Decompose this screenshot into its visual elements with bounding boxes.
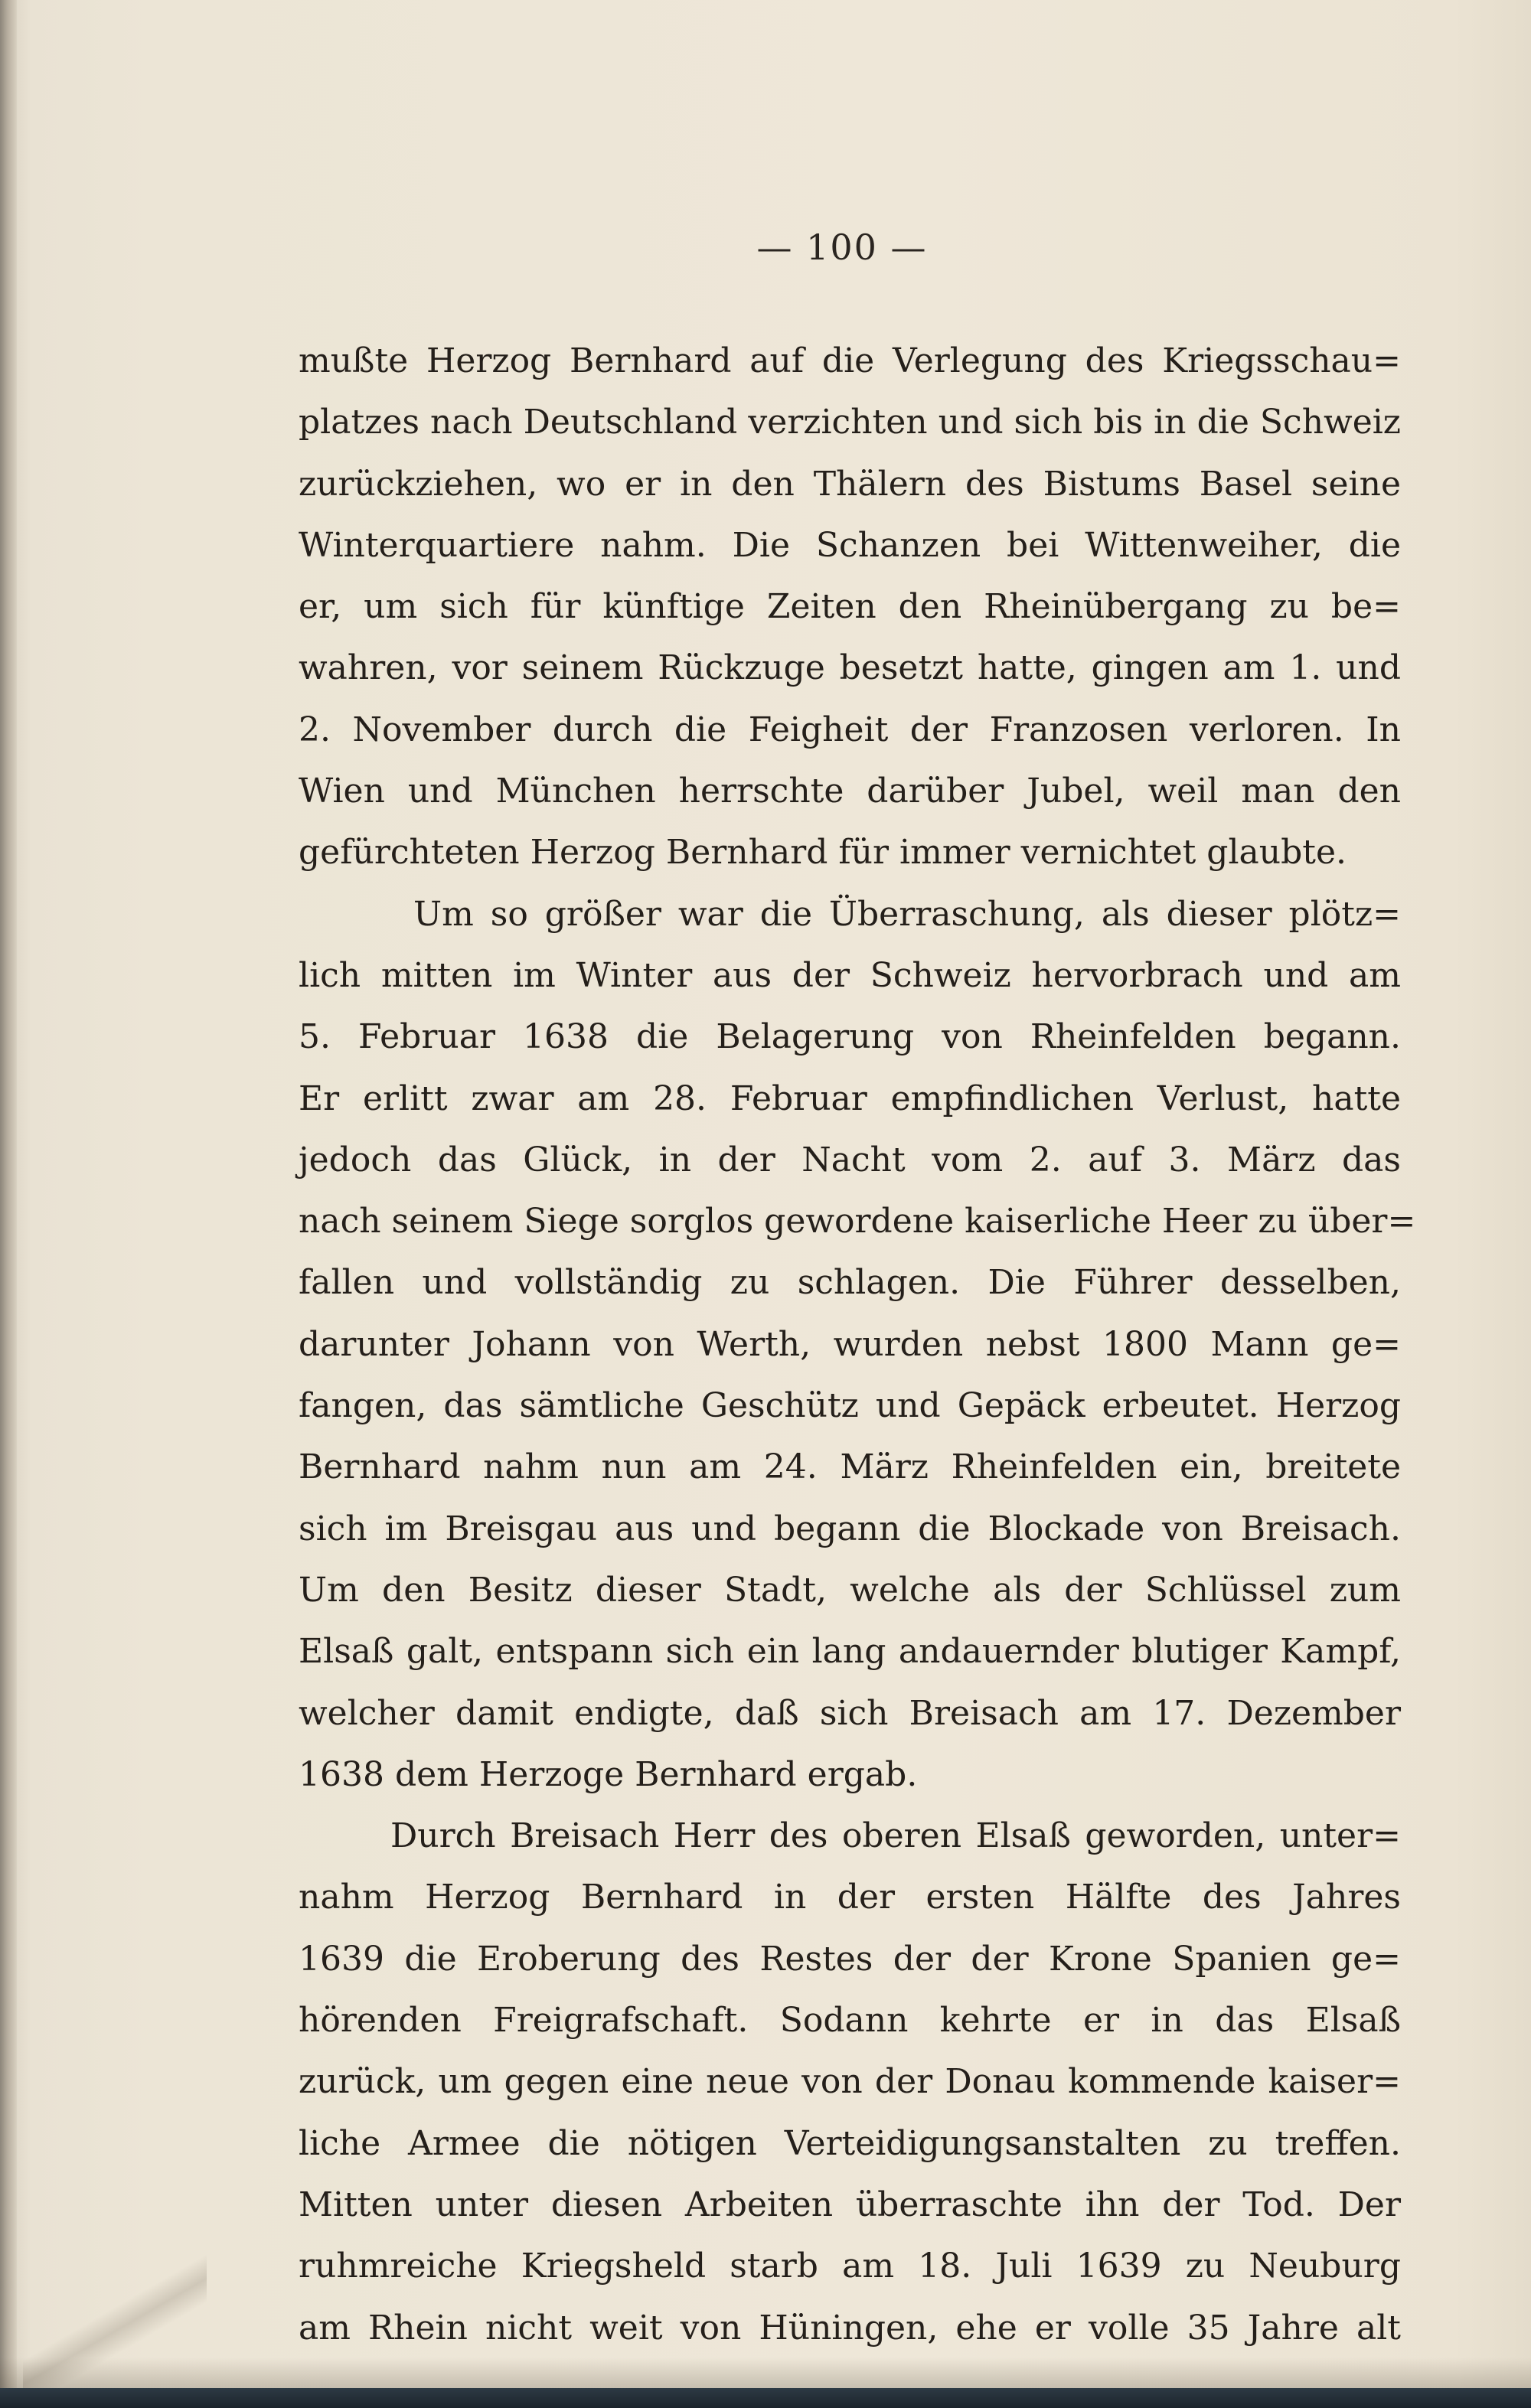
text-line: gefürchteten Herzog Bernhard für immer vernichtet glaubte.	[299, 833, 1347, 873]
text-line: Um den Besitz dieser Stadt, welche als der Schlüssel zum	[299, 1570, 1401, 1610]
text-line: Mitten unter diesen Arbeiten überraschte ihn der Tod. Der	[299, 2184, 1401, 2224]
text-line: sich im Breisgau aus und begann die Blockade von Breisach.	[299, 1509, 1401, 1548]
text-line: Bernhard nahm nun am 24. März Rheinfelden ein, breitete	[299, 1447, 1401, 1487]
text-line: 1639 die Eroberung des Restes der der Krone Spanien ge=	[299, 1939, 1401, 1979]
text-line: welcher damit endigte, daß sich Breisach am 17. Dezember	[299, 1693, 1401, 1733]
text-line: fallen und vollständig zu schlagen. Die Führer desselben,	[299, 1263, 1401, 1303]
text-line: am Rhein nicht weit von Hüningen, ehe er volle 35 Jahre alt	[299, 2308, 1401, 2348]
text-line: jedoch das Glück, in der Nacht vom 2. auf 3. März das	[299, 1140, 1401, 1180]
page-number: — 100 —	[756, 227, 928, 268]
text-line: 5. Februar 1638 die Belagerung von Rheinfelden begann.	[299, 1017, 1401, 1057]
text-line: hörenden Freigrafschaft. Sodann kehrte er in das Elsaß	[299, 2001, 1401, 2041]
text-line: Um so größer war die Überraschung, als dieser plötz=	[413, 894, 1401, 934]
text-line: fangen, das sämtliche Geschütz und Gepäck erbeutet. Herzog	[299, 1386, 1401, 1426]
body-text	[299, 331, 1416, 2359]
book-binding-edge	[0, 2388, 1531, 2408]
page-gutter	[0, 0, 17, 2388]
text-line: Winterquartiere nahm. Die Schanzen bei Wittenweiher, die	[299, 525, 1401, 565]
text-line: Durch Breisach Herr des oberen Elsaß geworden, unter=	[390, 1816, 1401, 1856]
text-line: Wien und München herrschte darüber Jubel, weil man den	[299, 772, 1401, 811]
text-line: darunter Johann von Werth, wurden nebst 1800 Mann ge=	[299, 1324, 1401, 1364]
text-line: zurück, um gegen eine neue von der Donau kommende kaiser=	[299, 2062, 1401, 2102]
text-line: lich mitten im Winter aus der Schweiz hervorbrach und am	[299, 955, 1401, 995]
text-line: zurückziehen, wo er in den Thälern des Bistums Basel seine	[299, 464, 1401, 504]
text-line: 2. November durch die Feigheit der Franzosen verloren. In	[299, 710, 1401, 749]
text-line: er, um sich für künftige Zeiten den Rheinübergang zu be=	[299, 587, 1401, 627]
text-line: liche Armee die nötigen Verteidigungsanstalten zu treffen.	[299, 2123, 1401, 2163]
text-line: nach seinem Siege sorglos gewordene kaiserliche Heer zu über=	[299, 1202, 1416, 1242]
text-line: ruhmreiche Kriegsheld starb am 18. Juli 1639 zu Neuburg	[299, 2246, 1401, 2286]
text-line: 1638 dem Herzoge Bernhard ergab.	[299, 1754, 918, 1794]
text-line: Er erlitt zwar am 28. Februar empfindlichen Verlust, hatte	[299, 1078, 1401, 1118]
text-line: nahm Herzog Bernhard in der ersten Hälfte des Jahres	[299, 1878, 1401, 1917]
text-line: mußte Herzog Bernhard auf die Verlegung des Kriegsschau=	[299, 341, 1401, 380]
text-line: Elsaß galt, entspann sich ein lang andauernder blutiger Kampf,	[299, 1632, 1401, 1672]
page-bottom-shadow	[0, 2357, 1531, 2388]
text-line: wahren, vor seinem Rückzuge besetzt hatte, gingen am 1. und	[299, 648, 1401, 688]
text-line: platzes nach Deutschland verzichten und sich bis in die Schweiz	[299, 403, 1401, 442]
